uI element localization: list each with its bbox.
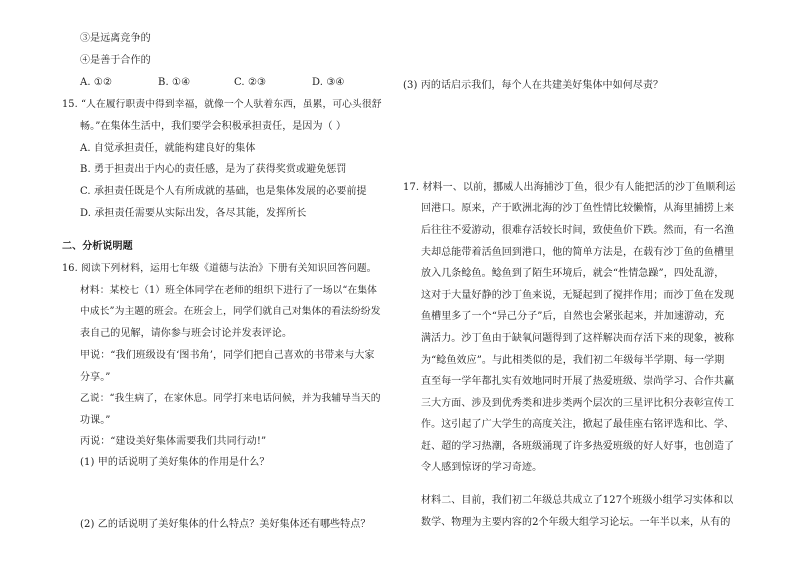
q15-option-c: C. 承担责任既是个人有所成就的基础，也是集体发展的必要前提 — [80, 186, 367, 197]
q17-line: 夫却总能带着活鱼回到港口，他的简单方法是，在载有沙丁鱼的鱼槽里 — [421, 247, 735, 258]
q17-line: 17. 材料一、以前，挪威人出海捕沙丁鱼，很少有人能把活的沙丁鱼顺利运 — [403, 182, 736, 193]
section-heading: 二、分析说明题 — [62, 241, 133, 252]
q17-line: 后往往不爱游动，很难存活较长时间，致使鱼价下跌。然而，有一名渔 — [421, 225, 735, 236]
q14-choice-c: C. ②③ — [234, 77, 267, 88]
q14-choice-a: A. ①② — [80, 77, 113, 88]
q16-line: 16. 阅读下列材料，运用七年级《道德与法治》下册有关知识回答问题。 — [62, 263, 377, 274]
q16-line: 功课。” — [80, 415, 111, 426]
q17-line: 直至每一学年都扎实有效地同时开展了热爱班级、崇尚学习、合作共赢 — [421, 376, 735, 387]
q16-line: 材料：某校七（1）班全体同学在老师的组织下进行了一场以“在集体 — [80, 285, 378, 296]
q16-line: 甲说：“我们班级设有‘图书角’，同学们把自己喜欢的书带来与大家 — [80, 350, 375, 361]
q16-line: 分享。” — [80, 372, 111, 383]
q14-option-4: ④是善于合作的 — [80, 55, 151, 66]
q17-line: 满活力。沙丁鱼由于缺氧问题得到了这样解决而存活下来的现象，被称 — [421, 333, 735, 344]
q17-line: 鱼槽里多了一个“异己分子”后，自然也会紧张起来，并加速游动，充 — [421, 311, 725, 322]
q17-line: 赶、超的学习热潮，各班级涌现了许多热爱班级的好人好事，也创造了 — [421, 441, 735, 452]
q17-line: 令人感到惊讶的学习奇迹。 — [421, 462, 543, 473]
q15-option-d: D. 承担责任需要从实际出发，各尽其能，发挥所长 — [80, 208, 307, 219]
q16-subquestion-2: (2) 乙的话说明了美好集体的什么特点？美好集体还有哪些特点？ — [80, 519, 371, 530]
q17-line: 为“鲶鱼效应”。与此相类似的是，我们初二年级每半学期、每一学期 — [421, 355, 725, 366]
q15-option-b: B. 勇于担责出于内心的责任感，是为了获得奖赏或避免惩罚 — [80, 164, 347, 175]
q17-material-2-line-1: 材料二、目前，我们初二年级总共成立了127个班级小组学习实体和以 — [421, 495, 734, 506]
q17-line: 三大方面、涉及到优秀类和进步类两个层次的三星评比积分表彰宣传工 — [421, 398, 735, 409]
q14-choice-d: D. ③④ — [312, 77, 345, 88]
q16-line: 表自己的见解，请你参与班会讨论并发表评论。 — [80, 328, 293, 339]
q17-line: 这对于大量好静的沙丁鱼来说，无疑起到了搅拌作用；而沙丁鱼在发现 — [421, 290, 735, 301]
q14-choice-b: B. ①④ — [158, 77, 191, 88]
q17-line: 作。这引起了广大学生的高度关注，掀起了最佳座右铭评选和比、学、 — [421, 419, 735, 430]
q14-choices — [80, 77, 344, 89]
q17-line: 回港口。原来，产于欧洲北海的沙丁鱼性情比较懒惰，从海里捕捞上来 — [421, 203, 735, 214]
q15-stem-line-1: 15. “人在履行职责中得到幸福，就像一个人驮着东西，虽累，可心头很舒 — [62, 99, 382, 110]
q16-subquestion-1: (1) 甲的话说明了美好集体的作用是什么？ — [80, 457, 270, 468]
q16-line: 丙说：“建设美好集体需要我们共同行动!” — [80, 436, 267, 447]
q16-line: 乙说：“我生病了，在家休息。同学打来电话问候，并为我辅导当天的 — [80, 393, 381, 404]
q14-option-3: ③是远离竞争的 — [80, 33, 151, 44]
q17-line: 放入几条鲶鱼。鲶鱼到了陌生环境后，就会“性情急躁”，四处乱游， — [421, 268, 725, 279]
q15-stem-line-2: 畅。”在集体生活中，我们要学会积极承担责任，是因为（ ） — [80, 121, 347, 132]
q16-subquestion-3: (3) 丙的话启示我们，每个人在共建美好集体中如何尽责？ — [403, 80, 664, 91]
q17-material-2-line-2: 数学、物理为主要内容的2个年级大组学习论坛。一年半以来，从有的 — [421, 517, 731, 528]
q15-option-a: A. 自觉承担责任，就能构建良好的集体 — [80, 143, 256, 154]
q16-line: 中成长”为主题的班会。在班会上，同学们就自己对集体的看法纷纷发 — [80, 306, 381, 317]
